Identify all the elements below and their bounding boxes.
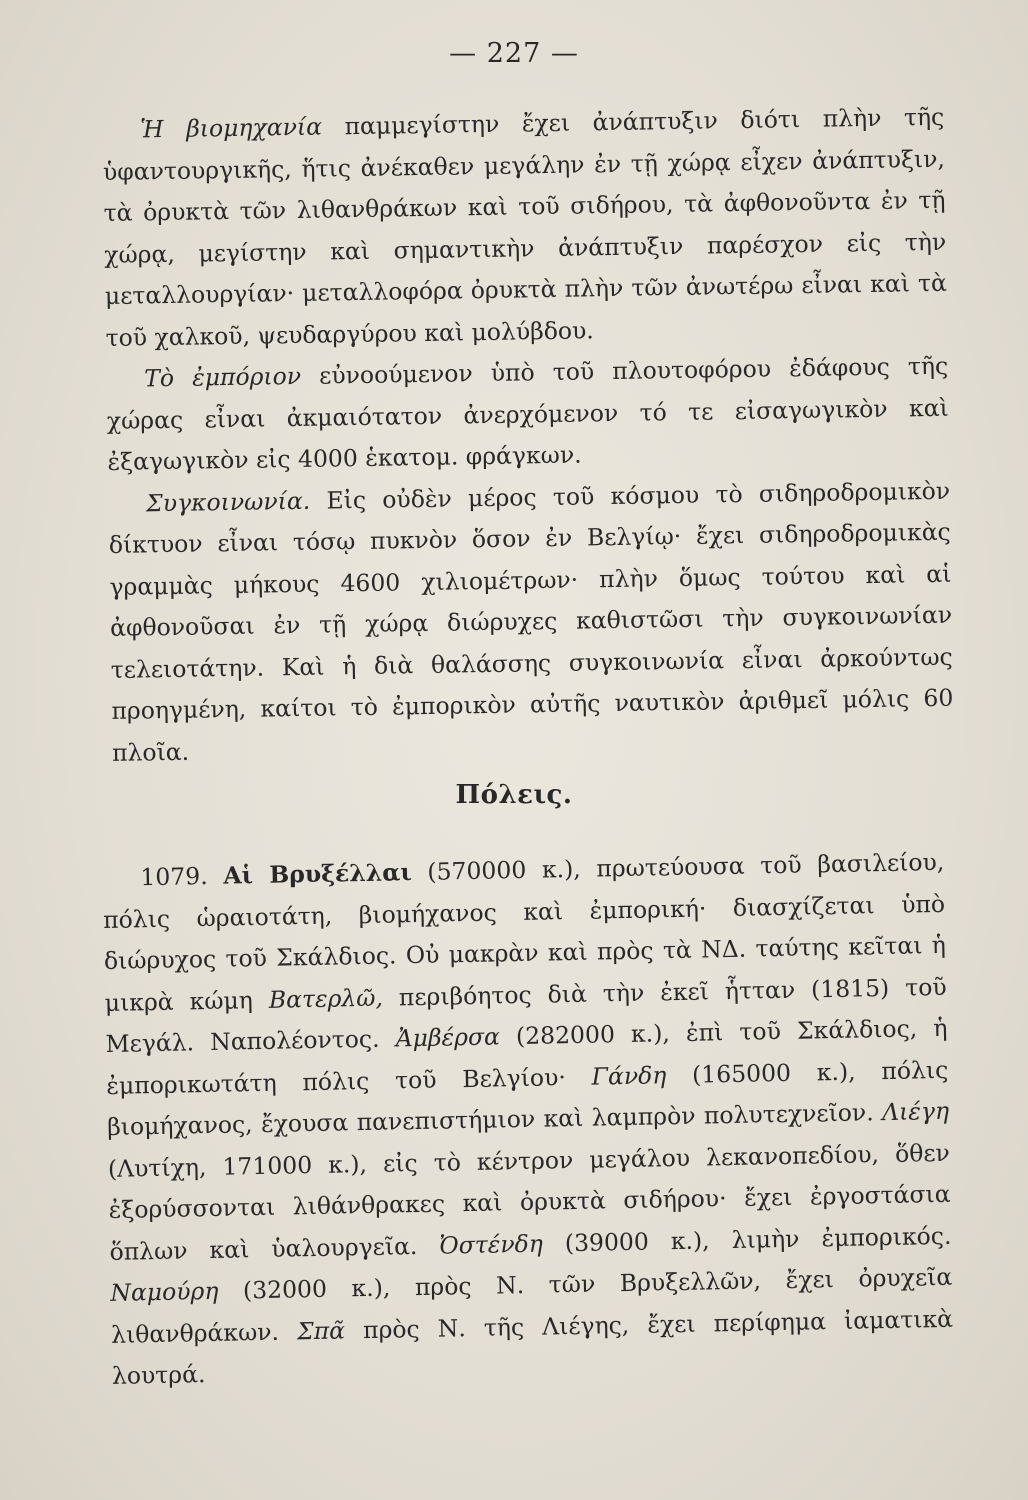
waterloo-text: περιβόητος διὰ τὴν ἐκεῖ ἧτταν (1815) τοῦ Μεγάλ. Ναπολέοντος. [105,972,947,1058]
liege-name: Λιέγη [881,1096,950,1127]
brussels-text: (570000 κ.), πρωτεύουσα τοῦ βασιλείου, πόλις ὡραιοτάτη, βιομήχανος καὶ ἐμπορική· διασχίζεται ὑπὸ διώρυχος τοῦ Σκάλδιος. Οὐ μακρὰν καὶ πρὸς τὰ ΝΔ. ταύτης κεῖται ἡ μικρὰ κώμη [102,847,947,1017]
cities-section [102,842,954,1398]
section-number: 1079. [140,861,208,892]
trade-paragraph [106,346,950,484]
ostend-name: Ὀστένδη [439,1229,544,1260]
brussels-paragraph [102,842,954,1398]
liege-text: (Λυτίχη, 171000 κ.), εἰς τὸ κέντρον μεγάλου λεκανοπεδίου, ὅθεν ἐξορύσσονται λιθάνθρακες καὶ ὀρυκτὰ σιδήρου· ἔχει ἐργοστάσια ὅπλων καὶ ὑαλουργεῖα. [107,1138,951,1266]
page-number: — 227 — [449,38,579,69]
ghent-name: Γάνδη [591,1060,667,1091]
communication-paragraph [108,470,954,774]
ghent-text: (165000 κ.), πόλις βιομήχανος, ἔχουσα πανεπιστήμιον καὶ λαμπρὸν πολυτεχνεῖον. [106,1055,949,1141]
ostend-text: (39000 κ.), λιμὴν ἐμπορικός. [564,1221,952,1257]
cities-heading: Πόλεις. [455,780,573,810]
industry-lead: Ἡ βιομηχανία [140,112,323,144]
spa-text: πρὸς Ν. τῆς Λιέγης, ἔχει περίφημα ἰαματικὰ λουτρά. [111,1304,954,1390]
spa-name: Σπᾶ [296,1315,346,1345]
industry-text: παμμεγίστην ἔχει ἀνάπτυξιν διότι πλὴν τῆς ὑφαντουργικῆς, ἥτις ἀνέκαθεν μεγάλην ἐν τῇ χώρᾳ εἶχεν ἀνάπτυξιν, τὰ ὀρυκτὰ τῶν λιθανθράκων καὶ τοῦ σιδήρου, τὰ ἀφθονοῦντα ἐν τῇ χώρᾳ, μεγίστην καὶ σημαντικὴν ἀνάπτυξιν παρέσχον εἰς τὴν μεταλλουργίαν· μεταλλοφόρα ὀρυκτὰ πλὴν τῶν ἀνωτέρω εἶναι καὶ τὰ τοῦ χαλκοῦ, ψευδαργύρου καὶ μολύβδου. [102,102,948,352]
industry-paragraph [102,97,948,359]
communication-text: Εἰς οὐδὲν μέρος τοῦ κόσμου τὸ σιδηροδρομικὸν δίκτυον εἶναι τόσῳ πυκνὸν ὅσον ἐν Βελγίῳ· ἔχει σιδηροδρομικὰς γραμμὰς μήκους 4600 χιλιομέτρων· πλὴν ὅμως τούτου καὶ αἱ ἀφθονοῦσαι ἐν τῇ χώρᾳ διώρυχες καθιστῶσι τὴν συγκοινωνίαν τελειοτάτην. Καὶ ἡ διὰ θαλάσσης συγκοινωνία εἶναι ἀρκούντως προηγμένη, καίτοι τὸ ἐμπορικὸν αὐτῆς ναυτικὸν ἀριθμεῖ μόλις 60 πλοῖα. [108,476,954,767]
namur-text: (32000 κ.), πρὸς Ν. τῶν Βρυξελλῶν, ἔχει ὀρυχεῖα λιθανθράκων. [110,1262,953,1349]
trade-lead: Τὸ ἐμπόριον [144,361,302,393]
waterloo-name: Βατερλῶ, [268,983,384,1014]
antwerp-text: (282000 κ.), ἐπὶ τοῦ Σκάλδιος, ἡ ἐμπορικωτάτη πόλις τοῦ Βελγίου· [106,1013,948,1100]
trade-text: εὐνοούμενον ὑπὸ τοῦ πλουτοφόρου ἐδάφους τῆς χώρας εἶναι ἀκμαιότατον ἀνερχόμενον τό τε εἰσαγωγικὸν καὶ ἐξαγωγικὸν εἰς 4000 ἑκατομ. φράγκων. [106,351,949,476]
country-description-section [102,97,954,774]
antwerp-name: Ἀμβέρσα [395,1022,501,1053]
brussels-name: Αἱ Βρυξέλλαι [223,858,412,890]
communication-lead: Συγκοινωνία. [145,486,311,517]
namur-name: Ναμούρη [110,1276,219,1307]
